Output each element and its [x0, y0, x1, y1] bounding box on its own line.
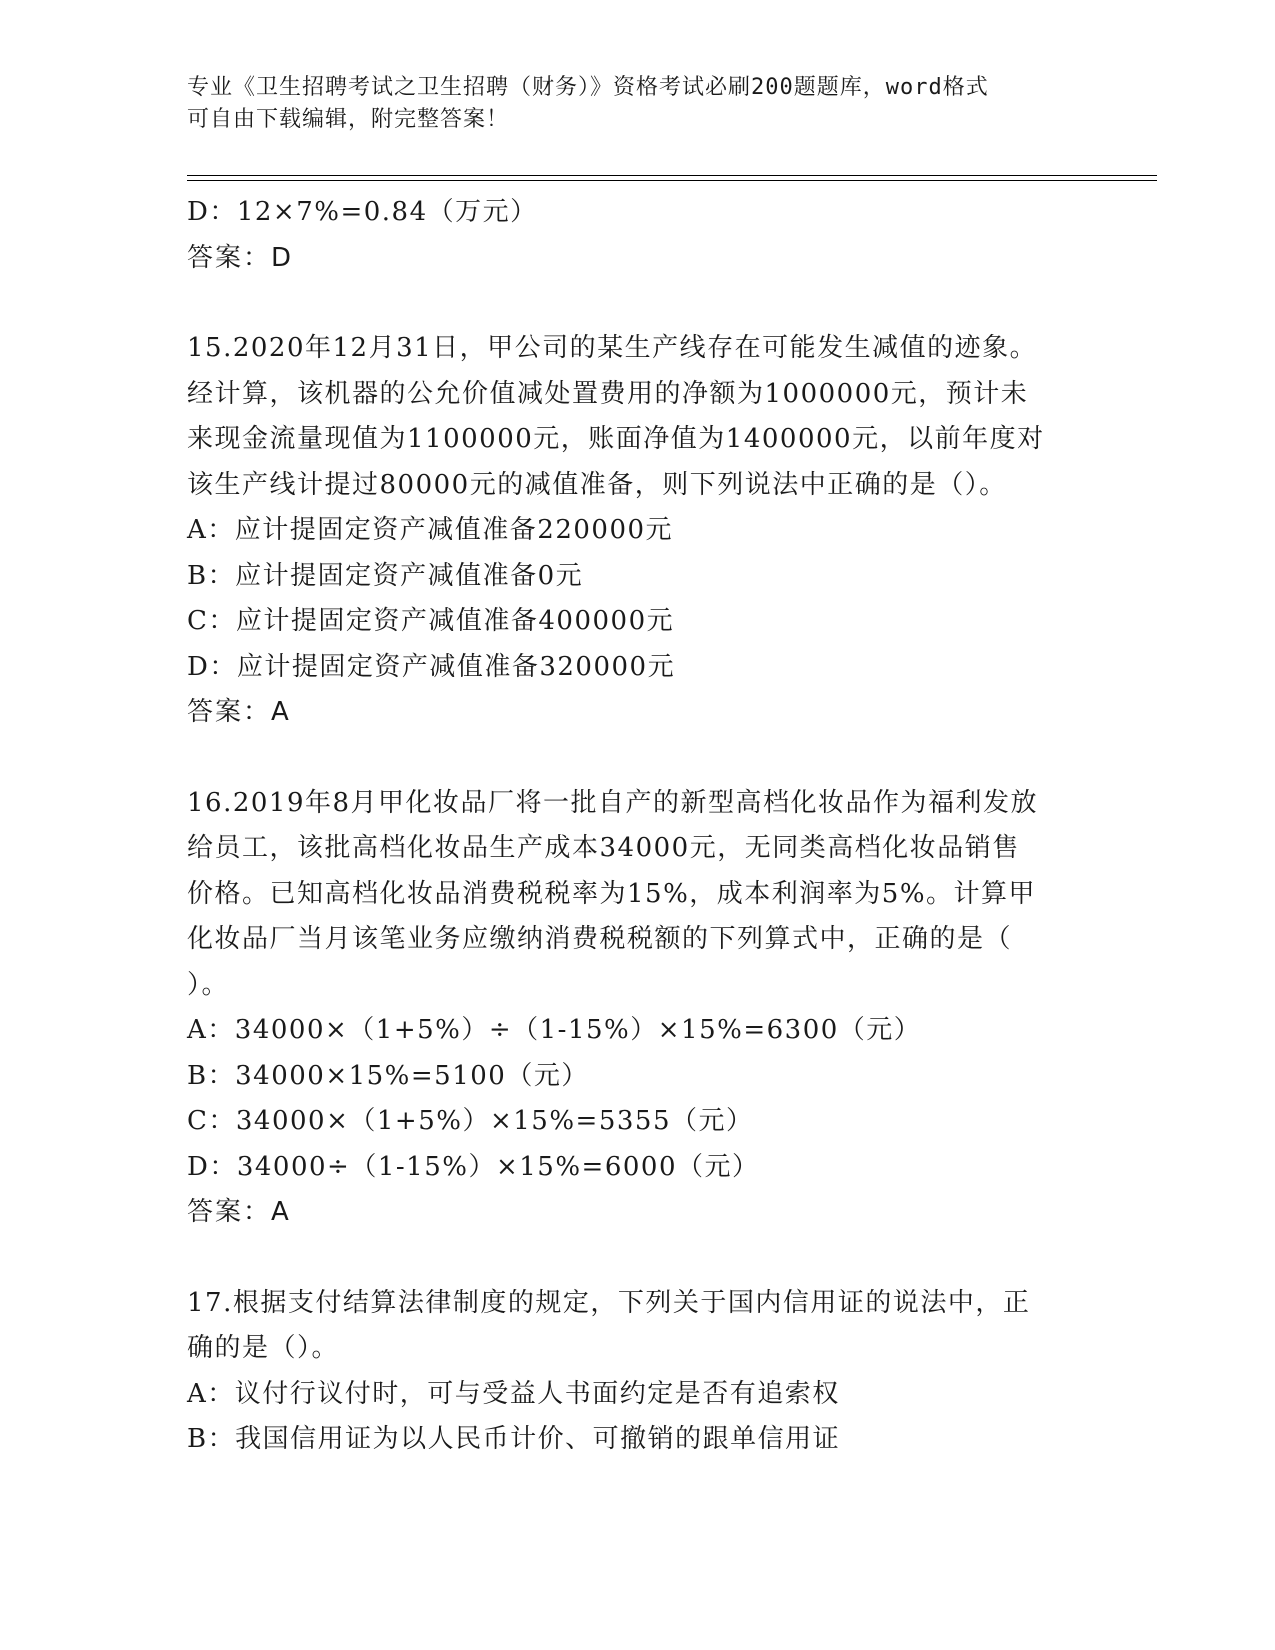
question-stem-line: 化妆品厂当月该笔业务应缴纳消费税税额的下列算式中，正确的是（: [187, 924, 1013, 954]
option-d: D：34000÷（1-15%）×15%=6000（元）: [187, 1151, 760, 1182]
question-16: [187, 781, 1077, 1236]
spacer: [187, 1236, 1077, 1281]
answer-line: 答案：D: [187, 242, 294, 273]
option-c: C：34000×（1+5%）×15%=5355（元）: [187, 1106, 754, 1136]
option-c: C：应计提固定资产减值准备400000元: [187, 606, 675, 636]
question-stem-line: 给员工，该批高档化妆品生产成本34000元，无同类高档化妆品销售: [187, 833, 1020, 863]
option-b: B：我国信用证为以人民币计价、可撤销的跟单信用证: [187, 1424, 841, 1454]
question-17: [187, 1281, 1077, 1463]
option-a: A：应计提固定资产减值准备220000元: [187, 515, 674, 545]
answer-line: 答案：A: [187, 697, 291, 727]
document-header: [187, 72, 1067, 136]
question-stem-line: 15.2020年12月31日，甲公司的某生产线存在可能发生减值的迹象。: [187, 333, 1038, 363]
question-stem-line: ）。: [187, 969, 230, 1000]
question-stem-line: 该生产线计提过80000元的减值准备，则下列说法中正确的是（）。: [187, 469, 1007, 500]
header-divider-top: [187, 175, 1157, 176]
question-stem-line: 16.2019年8月甲化妆品厂将一批自产的新型高档化妆品作为福利发放: [187, 787, 1039, 818]
header-line-2: 可自由下载编辑，附完整答案！: [187, 107, 510, 132]
question-stem-line: 经计算，该机器的公允价值减处置费用的净额为1000000元，预计未: [187, 378, 1029, 409]
header-line-1: 专业《卫生招聘考试之卫生招聘（财务）》资格考试必刷200题题库，word格式: [187, 75, 989, 100]
option-d: D：应计提固定资产减值准备320000元: [187, 651, 676, 682]
option-d: D：12×7%=0.84（万元）: [187, 197, 538, 227]
header-divider-bottom: [187, 180, 1157, 181]
spacer: [187, 736, 1077, 781]
option-a: A：34000×（1+5%）÷（1-15%）×15%=6300（元）: [187, 1015, 922, 1045]
option-b: B：应计提固定资产减值准备0元: [187, 560, 584, 591]
answer-line: 答案：A: [187, 1197, 291, 1227]
question-stem-line: 确的是（）。: [187, 1333, 340, 1363]
question-15: [187, 326, 1077, 736]
question-stem-line: 价格。已知高档化妆品消费税税率为15%，成本利润率为5%。计算甲: [187, 878, 1037, 909]
question-stem-line: 来现金流量现值为1100000元，账面净值为1400000元，以前年度对: [187, 424, 1045, 454]
spacer: [187, 281, 1077, 326]
document-body: [187, 190, 1077, 1463]
option-a: A：议付行议付时，可与受益人书面约定是否有追索权: [187, 1378, 840, 1409]
question-stem-line: 17.根据支付结算法律制度的规定，下列关于国内信用证的说法中，正: [187, 1287, 1031, 1318]
option-b: B：34000×15%=5100（元）: [187, 1060, 589, 1091]
prev-question-tail: [187, 190, 1077, 281]
